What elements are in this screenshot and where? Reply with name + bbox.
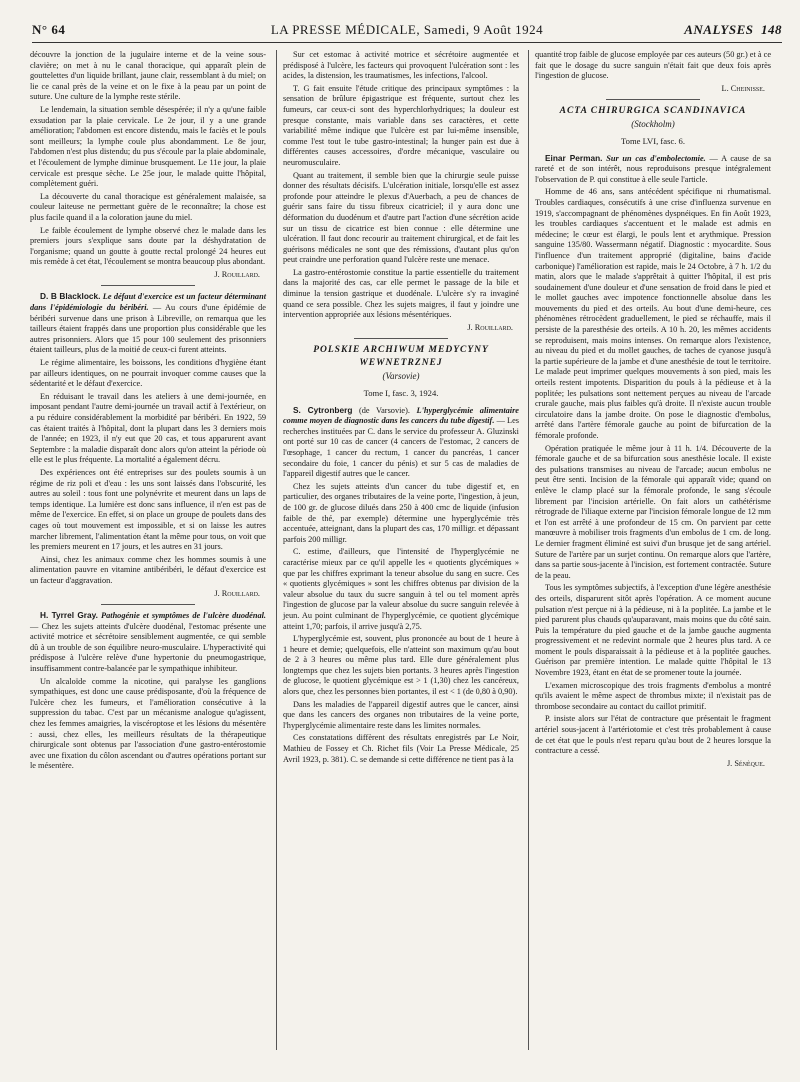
article-text: — A cause de sa rareté et de son intérêt, nous reproduisons presque intégralement l'observation de P. qui constitue à elle seule l'article. — [535, 153, 771, 184]
paragraph: L'examen microscopique des trois fragments d'embolus a montré qu'ils avaient le même aspect de thrombus mixte; il n'existait pas de thrombose secondaire au contact du caillot primitif. — [535, 680, 771, 711]
paragraph: Le lendemain, la situation semble désespérée; il n'y a qu'une faible exsudation par la plaie cervicale. Le 2e jour, il y a une grande amélioration; l'abdomen est encore distendu, mais le faciès et le pouls sont meilleurs; la lymphe coule plus abondamment. Le 8e jour, l'abdomen n'est plus distendu; du pus s'écoule par la plaie abdominale, et l'écoulement de lymphe diminue brusquement. Le 11e jour, la plaie cervicale est presque sèche. Le 25e jour, le malade quitte l'hôpital, complètement guéri. — [30, 104, 266, 189]
paragraph: quantité trop faible de glucose employée par ces auteurs (50 gr.) et à ce fait que le dosage du sucre sanguin n'était fait que deux fois après l'ingestion de glucose. — [535, 50, 771, 81]
article-blacklock — [30, 291, 266, 356]
article-title: Pathogénie et symptômes de l'ulcère duodénal. — [101, 611, 266, 621]
journal-title: LA PRESSE MÉDICALE, Samedi, 9 Août 1924 — [270, 22, 544, 37]
author-place: (de Varsovie). — [359, 405, 410, 415]
separator — [101, 285, 195, 286]
article-text: — Les recherches instituées par C. dans le service du professeur A. Gluzinski ont porté sur 10 cas de cancer (4 cancers de l'estomac, 2 cancers de l'œsophage, 1 cancer du rectum, 1 cancer du pancréas, 1 cancer secondaire du foie, 1 cancer du pénis) et sur 5 cas de maladies de l'appareil digestif autres que le cancer. — [283, 416, 519, 479]
column-2 — [283, 50, 519, 767]
paragraph: T. G fait ensuite l'étude critique des principaux symptômes : la sensation de brûlure épigastrique est fréquente, surtout chez les fumeurs, car ceux-ci sont des hyperchlorhydriques; la douleur est presque constante, mais variable dans ses caractères, et cette variabilité même indique que l'ulcère est par lui-même insensible, comme l'est tout le tube gastro-intestinal; la hunger pain est due à différentes causes accessoires, d'ordre mécanique, vasculaire ou neuromusculaire. — [283, 83, 519, 167]
separator — [606, 99, 700, 100]
article-cytronberg — [283, 405, 519, 480]
journal-section-place: (Stockholm) — [631, 119, 675, 130]
paragraph: Quant au traitement, il semble bien que la chirurgie seule puisse donner des résultats décisifs. L'ulcération initiale, lorsqu'elle est assez profonde pour atteindre le plexus d'Auerbach, a peu de chances de guérir sans faire du tissu fibreux cicatriciel; il y aura donc une déformation du duodénum et d'autre part l'action d'une sécrétion acide sur un tissu de cicatrice est bien connue : elle détermine une ulcération. Il faut donc recourir au traitement chirurgical, et de fait les guérisons médicales ne sont que des rémissions, d'autant plus qu'on peut craindre une perforation quand l'ulcère reste une menace. — [283, 170, 519, 265]
paragraph: Un alcaloïde comme la nicotine, qui paralyse les ganglions sympathiques, est donc une cause prédisposante, d'où la fréquence de l'ulcère chez les fumeurs, et l'amélioration consécutive à la suppression du tabac. C'est par un mécanisme analogue qu'agissent, chez les femmes amaigries, la viscéroptose et les lésions du mésentère : aussi, chez elles, les meilleurs résultats de la thérapeutique chirurgicale sont obtenus par l'association d'une gastro-entérostomie avec une fixation du côlon ascendant ou d'autres opérations portant sur le mésentère. — [30, 676, 266, 771]
signature: J. Rouillard. — [467, 322, 513, 332]
paragraph: découvre la jonction de la jugulaire interne et de la veine sous-clavière; on met à nu le canal thoracique, qui apparaît plein de gouttelettes d'un liquide brillant, jaune clair, ressemblant à du miel; on lie ce canal près de la veine et on le fixe à la peau par un point de suture. Une culture de la lymphe reste stérile. — [30, 50, 266, 102]
article-title: L'hyperglycémie alimentaire comme moyen de diagnostic dans les cancers du tube digestif. — [283, 405, 519, 426]
signature: J. Rouillard. — [214, 588, 260, 598]
article-author: Einar Perman. — [545, 152, 603, 163]
signature: J. Sénèque. — [726, 758, 765, 768]
paragraph: C. estime, d'ailleurs, que l'intensité de l'hyperglycémie ne caractérise mieux par ce qu'il appelle les « quotients glycémiques » que par les chiffres exprimant la teneur absolue du sang en sucre. Ces « quotients glycémiques » sont les chiffres obtenus par division de la valeur absolue du taux du sucre sanguin à tel ou tel moment après l'ingestion de glucose par la valeur absolue du sucre sanguin relevée à jeun. Au point culminant de l'hyperglycémie, ce quotient glycémique atteint 1,70; parfois, il arrive jusqu'à 2,75. — [283, 547, 519, 631]
signature: L. Cheinisse. — [721, 83, 765, 93]
article-author: S. Cytronberg — [293, 404, 353, 415]
paragraph: Dans les maladies de l'appareil digestif autres que le cancer, ainsi que dans les cancers des organes non tributaires de la veine porte, l'hyperglycémie alimentaire reste dans les limites normales. — [283, 699, 519, 730]
paragraph: Le régime alimentaire, les boissons, les conditions d'hygiène étant par ailleurs identiques, on ne pourrait invoquer comme causes que la sédentarité et le défaut d'exercice. — [30, 358, 266, 389]
article-title: Sur un cas d'embolectomie. — [606, 153, 706, 163]
paragraph: La gastro-entérostomie constitue la partie essentielle du traitement dans la majorité des cas, car elle permet le passage de la bile et diminue la tension gastrique et duodénale. L'ulcère s'y ra invaginé quand ce sera possible. Chez les sujets maigres, il faut y joindre une intervention appropriée aux lésions mésentériques. — [283, 267, 519, 320]
tome-info: Tome I, fasc. 3, 1924. — [363, 388, 439, 399]
column-1 — [30, 50, 266, 774]
article-perman — [535, 153, 771, 186]
article-author: D. B Blacklock. — [40, 291, 101, 302]
paragraph: Le faible écoulement de lymphe observé chez le malade dans les premiers jours s'explique sans doute par la déshydratation de l'organisme; quand un goutte à goutte rectal prolongé 24 heures eut mis remède à cet état, l'écoulement se montra beaucoup plus abondant. — [30, 225, 266, 267]
header-rule — [32, 42, 782, 43]
paragraph: Tous les symptômes subjectifs, à l'exception d'une légère anesthésie des orteils, disparurent sitôt après l'opération. A ce moment aucune pulsation n'est perçue ni à la pédieuse, ni à la poplitée. La jambe et le pied parurent plus chauds qu'auparavant, mais moins que du côté sain. Puis la température du pied gauche et de la jambe gauche augmenta progressivement et ne redevint normale que 2 heures plus tard. A ce moment le pouls disparaissait à la pédieuse et à la poplitée gauches. Guérison par première intention. Le malade quitte l'hôpital le 13 Novembre 1923, étant en état de se promener toute la journée. — [535, 583, 771, 678]
journal-section-title: ACTA CHIRURGICA SCANDINAVICA — [559, 106, 747, 117]
article-text: — Chez les sujets atteints d'ulcère duodénal, l'estomac présente une activité motrice et sécrétoire sensiblement augmentée, ce qui semble dû à un trouble de son équilibre neuro-musculaire. L'hyperactivité qui prédispose à l'ulcère relève d'une hypertonie du pneumogastrique, insuffisamment contre-balancée par le sympathique inhibiteur. — [30, 621, 266, 674]
article-author: H. Tyrrel Gray. — [40, 610, 98, 621]
column-divider-1 — [276, 50, 277, 1050]
paragraph: Sur cet estomac à activité motrice et sécrétoire augmentée et prédisposé à l'ulcère, les facteurs qui provoquent l'ulcération sont : les acides, la distension, les traumatismes, les infections, l'alcool. — [283, 50, 519, 81]
paragraph: Ainsi, chez les animaux comme chez les hommes soumis à une alimentation pauvre en vitamine antibéribéri, le défaut d'exercice est un facteur d'aggravation. — [30, 554, 266, 585]
paragraph: En réduisant le travail dans les ateliers à une demi-journée, en imposant pendant l'autre demi-journée un travail actif à l'extérieur, on a pu réduire considérablement la morbidité par béribéri. En 1922, 59 cas étaient traités à l'hôpital, dont la plupart dans les 3 derniers mois de l'année; en 1923, il n'y eut que 20 cas, et tous apparurent avant Septembre : la maladie disparaît donc alors qu'on atteint la période où elle est le plus fréquente. La mortalité a également décru. — [30, 391, 266, 465]
article-tyrrel-gray — [30, 610, 266, 675]
section-name: ANALYSES — [684, 22, 754, 37]
page-header — [32, 22, 782, 42]
paragraph: Ces constatations diffèrent des résultats enregistrés par Le Noir, Mathieu de Fossey et Ch. Richet fils (Voir La Presse Médicale, 25 Avril 1923, p. 381). C. se demande si cette différence ne tient pas à la — [283, 733, 519, 764]
paragraph: L'hyperglycémie est, souvent, plus prononcée au bout de 1 heure à 1 heure et demie; quelquefois, elle n'atteint son maximum qu'au bout de 2 à 3 heures ou même plus tard. Elle dure généralement plus longtemps que chez les sujets bien portants. 3 heures après l'ingestion de glucose, le quotient glycémique est > 1 (1,30) chez les cancéreux, alors que, chez les personnes bien portantes, il est < 1 (de 0,80 à 0,90). — [283, 634, 519, 697]
paragraph: La découverte du canal thoracique est généralement malaisée, sa couleur laiteuse ne permettant guère de le reconnaître; la chose est plus facile quand il a la coloration jaune du miel. — [30, 191, 266, 222]
article-text: — Au cours d'une épidémie de béribéri survenue dans une prison à Libreville, on remarqua que les tailleurs étaient frappés dans une proportion plus considérable que les autres prisonniers. Alors que 15 pour 100 seulement des prisonniers étaient tailleurs, plus de la moitié de ceux-ci furent atteints. — [30, 303, 266, 355]
paragraph: P. insiste alors sur l'état de contracture que présentait le fragment artériel sous-jacent à l'artériotomie et c'est très probablement à cause de cet état que le pouls n'est reparu qu'au bout de 2 heures lorsque la contracture a cessé. — [535, 714, 771, 756]
journal-section-title: POLSKIE ARCHIWUM MEDYCYNY WEWNETRZNEJ — [313, 345, 489, 369]
separator — [354, 338, 448, 339]
tome-info: Tome LVI, fasc. 6. — [621, 135, 685, 146]
paragraph: Homme de 46 ans, sans antécédent spécifique ni rhumatismal. Troubles cardiaques, consécutifs à une crise d'influenza survenue en 1919, s'accompagnant de phénomènes dyspnéiques. En fin Août 1923, les troubles cardiaques s'accentuent et le malade est admis en médecine; le cœur est élargi, le pouls lent et arythmique. Pression sanguine 135/80. Wassermann négatif. Diagnostic : myocardite. Sous l'influence d'un traitement approprié (digitaline, bains d'acide carbonique) l'amélioration est rapide, mais le 24 Octobre, à 7 h. 1/2 du matin, alors que le malade s'apprêtait à quitter l'hôpital, il est pris soudainement d'une douleur et d'une sensation de froid dans le pied et le mollet gauches avec impotence fonctionnelle absolue dans les mouvements du pied et des orteils. Au bout d'une demi-heure, ces phénomènes rétrocèdent graduellement, le pied se réchauffe, mais il persiste de la paresthésie des orteils. A 10 h. 20, les mêmes accidents se reproduisent, mais moins intenses. On remarque alors l'existence, au niveau du pied et du mollet gauches, de taches de cyanose jusqu'à la partie supérieure de la jambe et d'une anesthésie de tout le territoire. Le malade peut imprimer quelques mouvements à son pied, mais les orteils restent impotents. Disparition du pouls à la pédieuse et à la poplitée; les pulsations sont nettement perçues au niveau de l'arcade crurale gauche, mais plus faibles qu'à droite. Il n'existe aucun trouble circulatoire dans la jambe droite. On pose le diagnostic d'embolus, arrêté dans l'artère fémorale gauche au point de bifurcation de la fémorale profonde. — [535, 187, 771, 440]
signature: J. Rouillard. — [214, 269, 260, 279]
paragraph: Chez les sujets atteints d'un cancer du tube digestif et, en particulier, des organes tributaires de la veine porte, l'ingestion, à jeun, de 100 gr. de glucose dilués dans 250 à 400 cmc de liquide (infusion faible de thé, par exemple) détermine une hyperglycémie très accentuée, atteignant, dans la plupart des cas, 170 milligr. et dépassant parfois 200 milligr. — [283, 481, 519, 544]
issue-number: N° 64 — [32, 22, 66, 37]
page-number: 148 — [761, 22, 782, 37]
article-title: Le défaut d'exercice est un facteur déterminant dans l'épidémiologie du béribéri. — [30, 292, 266, 313]
paragraph: Des expériences ont été entreprises sur des poulets soumis à un régime de riz poli et d'eau : les uns sont laissés dans l'obscurité, les autres au soleil : tous font une polynévrite et meurent dans un laps de temps identique. La lumière est donc sans influence, il n'en est pas de même de l'exercice. En effet, si on place un groupe de poulets dans des cages où tout mouvement est impossible, et si on laisse les autres marcher librement, l'alimentation étant la même pour tous, on voit que les premiers meurent en 17 jours, et les autres en 31 jours. — [30, 467, 266, 552]
column-3 — [535, 50, 771, 774]
separator — [101, 604, 195, 605]
journal-section-place: (Varsovie) — [382, 371, 420, 382]
paragraph: Opération pratiquée le même jour à 11 h. 1/4. Découverte de la fémorale gauche et de sa bifurcation sous anesthésie locale. Il existe des pulsations transmises au niveau de l'arcade; aucun embolus ne peut être senti. Incision de la fémorale qui apparaît vide; quand on enlève le clamp placé sur la fémorale profonde, le sang s'écoule librement par l'incision artérielle. On fait alors un cathétérisme rétrograde de l'iliaque externe par l'incision fémorale longue de 12 mm et l'on est arrêté à une profondeur de 15 cm. On parvient par cette manœuvre à mobiliser trois fragments d'un embolus de 1 cm. de long. Le dernier fragment éliminé est suivi d'un brusque jet de sang artériel. Suture de l'artère par un surjet continu. On remarque alors que l'artère, dans sa partie sous-jacente à l'incision, est fortement contractée. Suture de la peau. — [535, 443, 771, 580]
section-and-page — [684, 22, 782, 38]
column-divider-2 — [528, 50, 529, 1050]
